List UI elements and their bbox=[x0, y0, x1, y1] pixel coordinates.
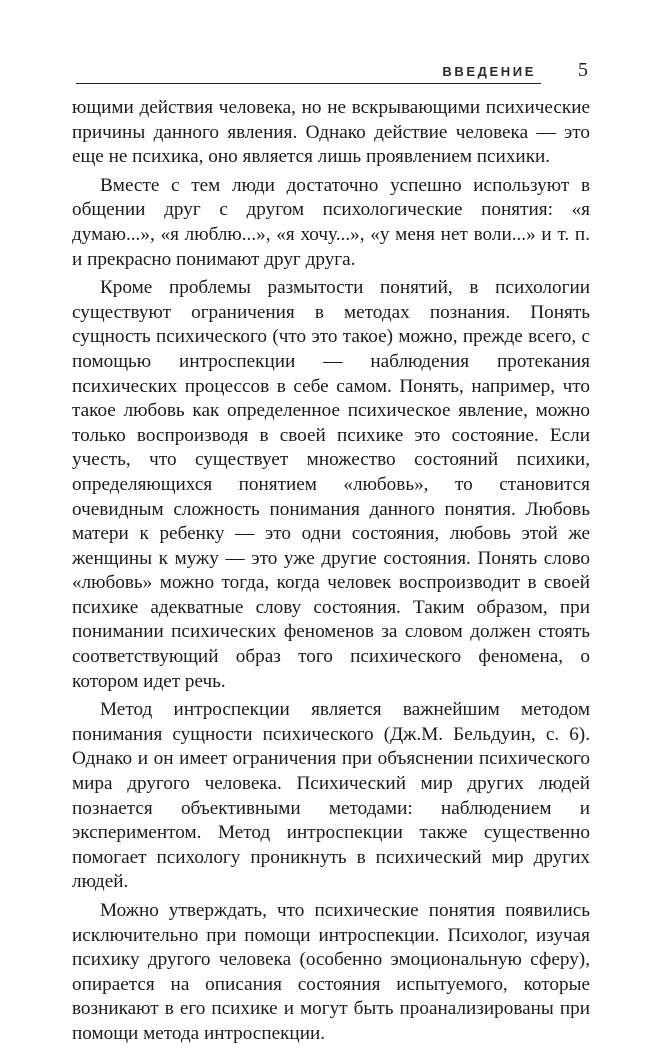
paragraph-5: Можно утверждать, что психические понятия появились исключительно при помощи интроспекции. Психолог, изучая психику другого человека (особенно эмоциональную сферу), опирается на описания состояния испытуемого, которые возникают в его психике и могут быть проанализированы при помощи метода интроспекции. bbox=[72, 900, 590, 1044]
paragraph-3: Кроме проблемы размытости понятий, в психологии существуют ограничения в методах познания. Понять сущность психического (что это такое) можно, прежде всего, с помощью интроспекции — наблюдения протекания психических процессов в себе самом. Понять, например, что такое любовь как определенное психическое явление, можно только воспроизводя в своей психике это состояние. Если учесть, что существует множество состояний психики, определяющихся понятием «любовь», то становится очевидным сложность понимания данного понятия. Любовь матери к ребенку — это одни состояния, любовь этой же женщины к мужу — это уже другие состояния. Понять слово «любовь» можно тогда, когда человек воспроизводит в своей психике адекватные слову состояния. Таким образом, при понимании психических феноменов за словом должен стоять соответствующий образ того психического феномена, о котором идет речь. bbox=[72, 277, 590, 692]
paragraph-1: ющими действия человека, но не вскрывающими психические причины данного явления. Однако действие человека — это еще не психика, оно является лишь проявлением психики. bbox=[72, 97, 590, 168]
paragraph-4: Метод интроспекции является важнейшим методом понимания сущности психического (Дж.М. Бельдуин, с. 6). Однако и он имеет ограничения при объяснении психического мира другого человека. Психический мир других людей познается объективными методами: наблюдением и экспериментом. Метод интроспекции также существенно помогает психологу проникнуть в психический мир других людей. bbox=[72, 699, 590, 893]
header-rule bbox=[76, 83, 541, 84]
section-title: ВВЕДЕНИЕ bbox=[442, 64, 536, 79]
page-number: 5 bbox=[578, 59, 588, 81]
body-text bbox=[72, 96, 590, 1051]
paragraph-2: Вместе с тем люди достаточно успешно используют в общении друг с другом психологические понятия: «я думаю...», «я люблю...», «я хочу...», «у меня нет воли...» и т. п. и прекрасно понимают друг друга. bbox=[72, 174, 590, 270]
running-head bbox=[76, 59, 588, 88]
